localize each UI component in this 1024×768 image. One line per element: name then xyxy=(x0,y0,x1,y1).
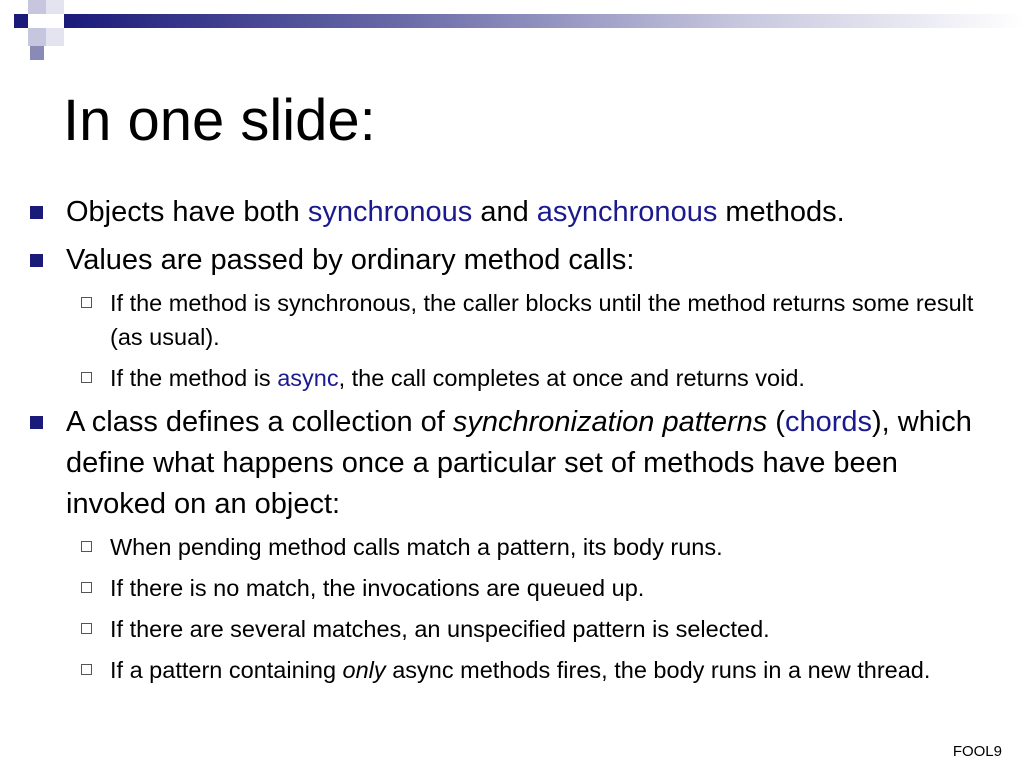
slide-footer: FOOL9 xyxy=(952,743,1002,760)
emphasis-term: synchronization patterns xyxy=(452,406,768,438)
highlight-term: async xyxy=(277,365,339,391)
text-span: ( xyxy=(767,406,785,438)
text-span: , the call completes at once and returns void. xyxy=(338,365,805,391)
text-span: methods. xyxy=(717,196,845,228)
sub-bullet-text: If there are several matches, an unspecified pattern is selected. xyxy=(110,616,770,642)
bullet-text xyxy=(66,196,845,228)
hollow-square-bullet-icon xyxy=(81,582,92,593)
sub-bullet-text xyxy=(110,657,930,683)
slide-title: In one slide: xyxy=(63,88,376,153)
bullet-item xyxy=(28,402,998,525)
highlight-term: synchronous xyxy=(307,196,473,228)
sub-bullet-item xyxy=(28,530,998,564)
slide-body xyxy=(28,192,998,694)
header-banner xyxy=(0,0,1024,60)
hollow-square-bullet-icon xyxy=(81,297,92,308)
highlight-term: chords xyxy=(784,406,872,438)
sub-bullet-item xyxy=(28,612,998,646)
banner-square xyxy=(30,46,44,60)
bullet-item xyxy=(28,240,998,281)
square-bullet-icon xyxy=(30,254,43,267)
text-span: A class defines a collection of xyxy=(66,406,453,438)
bullet-item xyxy=(28,192,998,233)
sub-bullet-item xyxy=(28,286,998,354)
banner-square xyxy=(46,28,64,46)
square-bullet-icon xyxy=(30,416,43,429)
sub-bullet-item xyxy=(28,653,998,687)
text-span: ), which define what happens once a particular set of methods have been invoked on an object: xyxy=(66,406,972,520)
hollow-square-bullet-icon xyxy=(81,623,92,634)
banner-square xyxy=(28,0,46,14)
hollow-square-bullet-icon xyxy=(81,664,92,675)
highlight-term: asynchronous xyxy=(536,196,718,228)
text-span: and xyxy=(472,196,537,228)
text-span: If a pattern containing xyxy=(110,657,343,683)
sub-bullet-list xyxy=(28,530,998,687)
sub-bullet-text: If there is no match, the invocations are queued up. xyxy=(110,575,645,601)
sub-bullet-text xyxy=(110,365,805,391)
text-span: async methods fires, the body runs in a new thread. xyxy=(385,657,931,683)
bullet-text xyxy=(66,406,972,520)
banner-square xyxy=(14,14,28,28)
sub-bullet-text: If the method is synchronous, the caller blocks until the method returns some result (as usual). xyxy=(110,290,974,350)
hollow-square-bullet-icon xyxy=(81,541,92,552)
sub-bullet-list xyxy=(28,286,998,395)
sub-bullet-item xyxy=(28,571,998,605)
text-span: If the method is xyxy=(110,365,278,391)
hollow-square-bullet-icon xyxy=(81,372,92,383)
square-bullet-icon xyxy=(30,206,43,219)
sub-bullet-item xyxy=(28,361,998,395)
sub-bullet-text: When pending method calls match a pattern, its body runs. xyxy=(110,534,723,560)
bullet-text: Values are passed by ordinary method calls: xyxy=(66,244,635,276)
banner-gradient-bar xyxy=(64,14,1024,28)
text-span: Objects have both xyxy=(66,196,308,228)
banner-square xyxy=(28,28,46,46)
emphasis-term: only xyxy=(342,657,386,683)
banner-square xyxy=(46,0,64,14)
